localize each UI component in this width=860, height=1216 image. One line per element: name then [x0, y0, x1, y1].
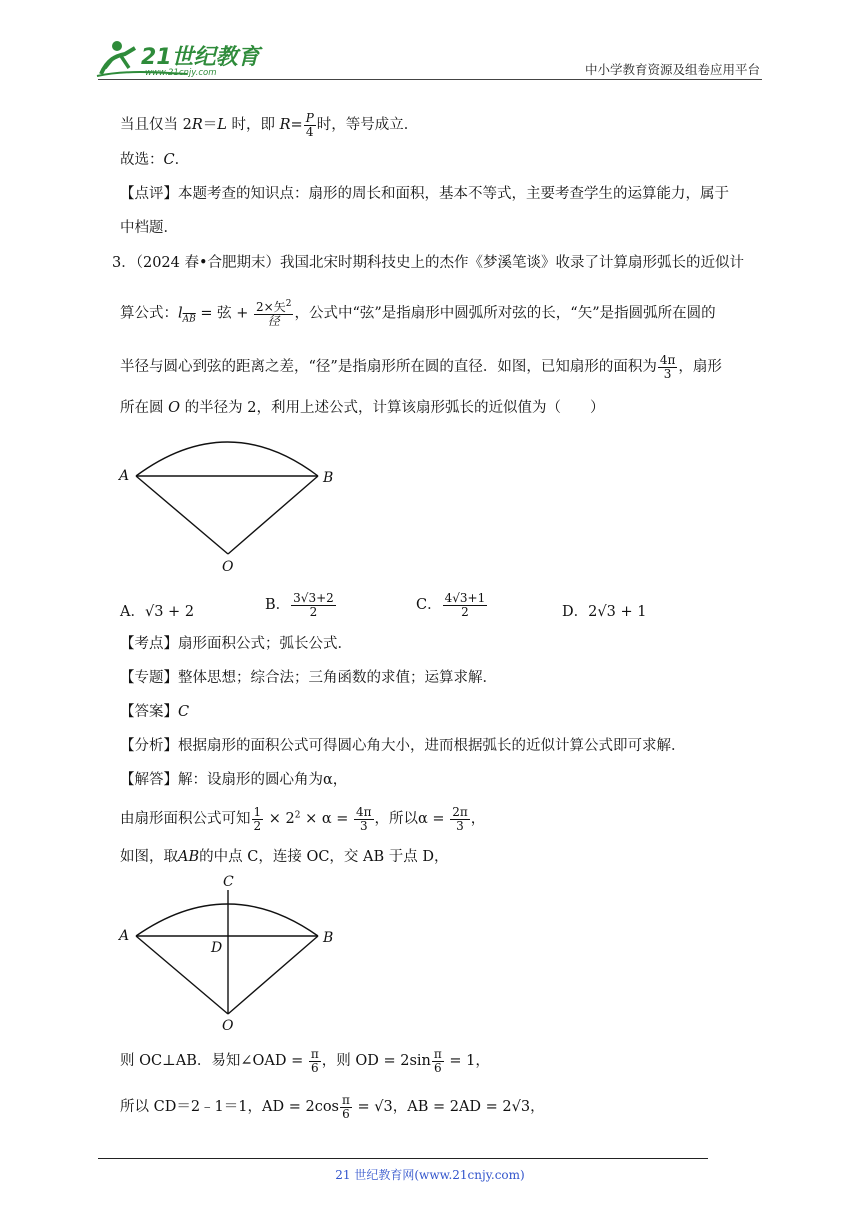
fig2-label-d: D — [211, 940, 223, 956]
header-platform-text: 中小学教育资源及组卷应用平台 — [584, 62, 760, 77]
option-a[interactable]: A．√3 + 2 — [120, 604, 195, 620]
zhuanti-line: 【专题】整体思想；综合法；三角函数的求值；运算求解． — [120, 670, 497, 686]
solution-step-3: 则 OC⊥AB．易知∠OAD = $\frac{\pi}{6}$ ，则 OD = 2sin $\frac{\pi}{6}$ = 1， — [120, 1047, 490, 1075]
fig2-arc — [136, 904, 318, 936]
sector-figure-2 — [110, 870, 350, 1035]
footer-link[interactable]: 21 世纪教育网(www.21cnjy.com) — [335, 1168, 525, 1182]
solution-step-2: 如图，取AB的中点 C，连接 OC，交 AB 于点 D， — [120, 849, 449, 865]
question-3-line-1: 3．（2024 春•合肥期末）我国北宋时期科技史上的杰作《梦溪笔谈》收录了计算扇形弧长的近似计 — [112, 255, 745, 271]
logo-subtext: www.21cnjy.com — [145, 68, 217, 78]
fig2-label-c: C — [223, 874, 234, 890]
solution-step-1: 由扇形面积公式可知 $\frac{1}{2}$ × $2^2 \times \alpha$ = $\frac{4\pi}{3}$ ，所以α = $\frac{2\pi}{3}$ ， — [120, 805, 486, 833]
prev-comment-line-1: 【点评】本题考查的知识点：扇形的周长和面积，基本不等式，主要考查学生的运算能力，属于 — [120, 186, 729, 202]
logo-graphic — [95, 34, 265, 78]
fig1-label-a: A — [119, 468, 130, 484]
option-c[interactable]: C． $\frac{4√3+1}{2}$ — [416, 591, 486, 619]
logo-text: 21世纪教育 — [141, 45, 260, 70]
jieda-line: 【解答】解：设扇形的圆心角为α， — [120, 772, 348, 788]
site-logo — [95, 34, 265, 78]
formula-fraction: $\frac{2\times 矢^2}{\text{径}}$ — [256, 299, 292, 328]
fig1-radius-oa — [136, 476, 228, 554]
fig1-label-b: B — [323, 470, 334, 486]
fenxi-line: 【分析】根据扇形的面积公式可得圆心角大小，进而根据弧长的近似计算公式即可求解． — [120, 738, 686, 754]
fig1-radius-ob — [228, 476, 318, 554]
prev-comment-line-2: 中档题． — [120, 220, 178, 236]
sector-figure-1 — [110, 428, 350, 578]
option-b[interactable]: B． $\frac{3√3+2}{2}$ — [265, 591, 334, 619]
option-d[interactable]: D．2√3 + 1 — [562, 604, 647, 620]
question-3-line-2: 算公式：$l_{\overline{AB}}$ = 弦 + $\frac{2\times 矢^2}{\text{径}}$ ，公式中“弦”是指扇形中圆弧所对弦的长，“矢”是指圆弧所在圆的 — [120, 299, 716, 328]
solution-step-4: 所以 CD＝2﹣1＝1，AD = 2cos $\frac{\pi}{6}$ = √3，AB = 2AD = 2√3， — [120, 1093, 545, 1121]
fig2-label-a: A — [119, 928, 130, 944]
footer-divider — [98, 1158, 708, 1159]
question-3-line-4: 所在圆 O 的半径为 2，利用上述公式，计算该扇形弧长的近似值为（ ） — [120, 400, 605, 416]
fig1-arc — [136, 442, 318, 476]
fig1-label-o: O — [222, 559, 234, 575]
prev-line-1: 当且仅当 2R＝L 时，即 R= $\frac{P}{4}$ 时，等号成立． — [120, 111, 419, 139]
fraction-p-over-4: $\frac{P}{4}$ — [305, 111, 314, 139]
prev-line-2: 故选：C． — [120, 152, 190, 168]
answer-line: 【答案】C — [120, 704, 190, 720]
question-3-line-3: 半径与圆心到弦的距离之差，“径”是指扇形所在圆的直径．如图，已知扇形的面积为 $\frac{4\pi}{3}$ ，扇形 — [120, 353, 722, 381]
header-divider — [98, 79, 762, 80]
question-number: 3． — [112, 255, 136, 271]
fig2-label-o: O — [222, 1018, 234, 1034]
kaodian-line: 【考点】扇形面积公式；弧长公式． — [120, 636, 352, 652]
fig2-label-b: B — [323, 930, 334, 946]
fig2-radius-ob — [228, 936, 318, 1014]
area-fraction: $\frac{4\pi}{3}$ — [659, 353, 676, 381]
